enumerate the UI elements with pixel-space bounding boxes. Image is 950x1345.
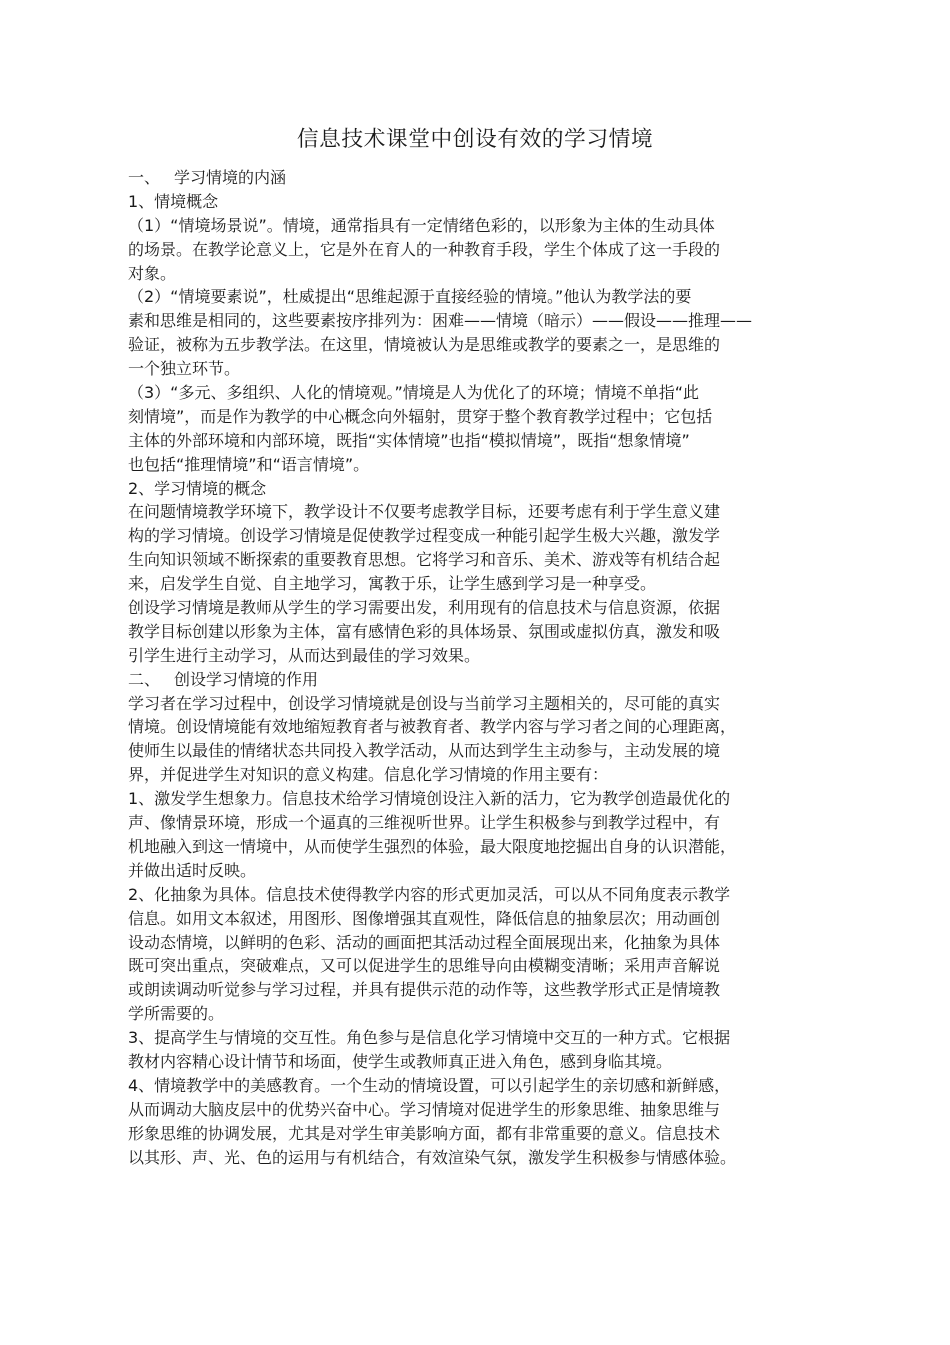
text-line: 以其形、声、光、色的运用与有机结合，有效渲染气氛，激发学生积极参与情感体验。 <box>128 1147 737 1167</box>
section-heading-text: 创设学习情境的作用 <box>174 669 319 689</box>
paragraph-role-4 <box>128 1074 828 1170</box>
text-line: 也包括“推理情境”和“语言情境”。 <box>128 454 370 474</box>
text-line: 并做出适时反映。 <box>128 860 257 880</box>
text-line: 创设学习情境是教师从学生的学习需要出发，利用现有的信息技术与信息资源，依据 <box>128 598 721 618</box>
text-line: 界，并促进学生对知识的意义构建。信息化学习情境的作用主要有： <box>128 765 609 785</box>
text-line: 教学目标创建以形象为主体，富有感情色彩的具体场景、氛围或虚拟仿真，激发和吸 <box>128 621 721 641</box>
paragraph-role-1 <box>128 787 828 883</box>
text-line: 来，启发学生自觉、自主地学习，寓教于乐，让学生感到学习是一种享受。 <box>128 574 657 594</box>
paragraph-learning-2 <box>128 596 828 668</box>
text-line: 使师生以最佳的情绪状态共同投入教学活动，从而达到学生主动参与，主动发展的境 <box>128 741 721 761</box>
text-line: 信息。如用文本叙述，用图形、图像增强其直观性，降低信息的抽象层次；用动画创 <box>128 908 721 928</box>
text-line: 形象思维的协调发展，尤其是对学生审美影响方面，都有非常重要的意义。信息技术 <box>128 1123 721 1143</box>
subsection-heading: 2、学习情境的概念 <box>128 478 267 498</box>
paragraph-learning-1 <box>128 500 828 596</box>
paragraph-role-3 <box>128 1026 828 1074</box>
paragraph-role-intro <box>128 692 828 788</box>
text-line: 3、提高学生与情境的交互性。角色参与是信息化学习情境中交互的一种方式。它根据 <box>128 1028 731 1048</box>
section-number: 一、 <box>128 168 161 187</box>
subsection-heading: 1、情境概念 <box>128 191 219 211</box>
text-line: 对象。 <box>128 263 177 283</box>
paragraph-role-2 <box>128 883 828 1026</box>
text-line: 机地融入到这一情境中，从而使学生强烈的体验，最大限度地挖掘出自身的认识潜能， <box>128 836 737 856</box>
text-line: 情境。创设情境能有效地缩短教育者与被教育者、教学内容与学习者之间的心理距离， <box>128 717 737 737</box>
text-line: （2）“情境要素说”，杜威提出“思维起源于直接经验的情境。”他认为教学法的要 <box>128 287 692 307</box>
text-line: 从而调动大脑皮层中的优势兴奋中心。学习情境对促进学生的形象思维、抽象思维与 <box>128 1099 721 1119</box>
section-heading-2 <box>128 668 828 692</box>
text-line: （3）“多元、多组织、人化的情境观。”情境是人为优化了的环境；情境不单指“此 <box>128 383 700 403</box>
text-line: 一个独立环节。 <box>128 359 241 379</box>
paragraph-concept-3 <box>128 381 828 477</box>
text-line: 在问题情境教学环境下，教学设计不仅要考虑教学目标，还要考虑有利于学生意义建 <box>128 502 721 522</box>
text-line: 教材内容精心设计情节和场面，使学生或教师真正进入角色，感到身临其境。 <box>128 1051 673 1071</box>
text-line: 生向知识领域不断探索的重要教育思想。它将学习和音乐、美术、游戏等有机结合起 <box>128 550 721 570</box>
text-line: 学习者在学习过程中，创设学习情境就是创设与当前学习主题相关的，尽可能的真实 <box>128 693 721 713</box>
text-line: （1）“情境场景说”。情境，通常指具有一定情绪色彩的，以形象为主体的生动具体 <box>128 215 715 235</box>
text-line: 声、像情景环境，形成一个逼真的三维视听世界。让学生积极参与到教学过程中，有 <box>128 813 721 833</box>
text-line: 的场景。在教学论意义上，它是外在育人的一种教育手段，学生个体成了这一手段的 <box>128 239 721 259</box>
text-line: 2、化抽象为具体。信息技术使得教学内容的形式更加灵活，可以从不同角度表示教学 <box>128 884 731 904</box>
section-number: 二、 <box>128 669 161 689</box>
text-line: 素和思维是相同的，这些要素按序排列为：困难——情境（暗示）——假设——推理—— <box>128 311 753 331</box>
text-line: 引学生进行主动学习，从而达到最佳的学习效果。 <box>128 645 481 665</box>
document-body <box>128 166 828 1169</box>
text-line: 4、情境教学中的美感教育。一个生动的情境设置，可以引起学生的亲切感和新鲜感， <box>128 1075 731 1095</box>
text-line: 或朗读调动听觉参与学习过程，并具有提供示范的动作等，这些教学形式正是情境教 <box>128 980 721 1000</box>
section-heading-1 <box>128 166 828 190</box>
section-heading-text: 学习情境的内涵 <box>174 168 287 187</box>
text-line: 主体的外部环境和内部环境，既指“实体情境”也指“模拟情境”，既指“想象情境” <box>128 430 690 450</box>
text-line: 验证，被称为五步教学法。在这里，情境被认为是思维或教学的要素之一，是思维的 <box>128 335 721 355</box>
text-line: 刻情境”，而是作为教学的中心概念向外辐射，贯穿于整个教育教学过程中；它包括 <box>128 406 713 426</box>
text-line: 构的学习情境。创设学习情境是促使教学过程变成一种能引起学生极大兴趣，激发学 <box>128 526 721 546</box>
text-line: 学所需要的。 <box>128 1004 225 1024</box>
paragraph-concept-1 <box>128 214 828 286</box>
document-title: 信息技术课堂中创设有效的学习情境 <box>296 127 654 152</box>
paragraph-concept-2 <box>128 285 828 381</box>
text-line: 既可突出重点，突破难点，又可以促进学生的思维导向由模糊变清晰；采用声音解说 <box>128 956 721 976</box>
text-line: 设动态情境，以鲜明的色彩、活动的画面把其活动过程全面展现出来，化抽象为具体 <box>128 932 721 952</box>
text-line: 1、激发学生想象力。信息技术给学习情境创设注入新的活力，它为教学创造最优化的 <box>128 789 731 809</box>
